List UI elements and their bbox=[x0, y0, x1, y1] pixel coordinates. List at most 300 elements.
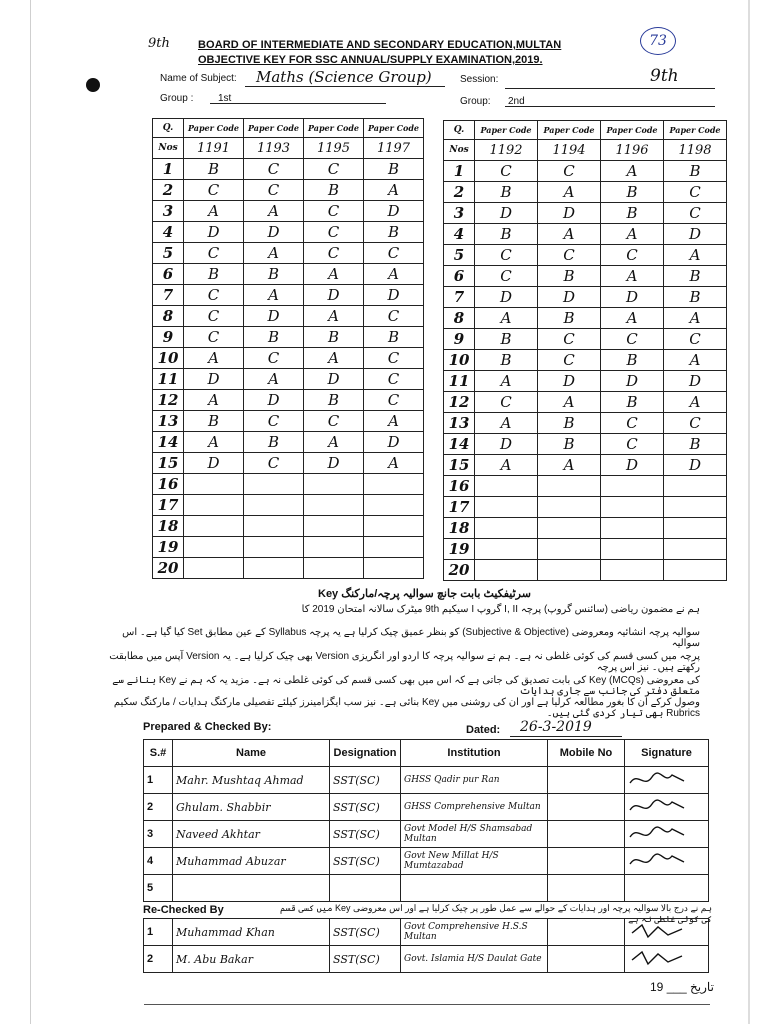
prepared-by-row bbox=[144, 767, 709, 794]
answer-cell: A bbox=[244, 201, 304, 222]
question-number: 12 bbox=[153, 390, 184, 411]
answer-cell: A bbox=[475, 308, 538, 329]
dated-label: Dated: bbox=[466, 724, 501, 736]
paper-code-value: 1194 bbox=[538, 140, 601, 161]
answer-cell bbox=[664, 497, 727, 518]
paper-code-header: Paper Code bbox=[244, 119, 304, 138]
answer-cell bbox=[538, 497, 601, 518]
answer-cell: A bbox=[664, 245, 727, 266]
dated-value: 26-3-2019 bbox=[520, 719, 592, 735]
grade-note: 9th bbox=[148, 36, 170, 51]
question-number: 11 bbox=[444, 371, 475, 392]
answer-cell: B bbox=[475, 224, 538, 245]
paper-code-header: Paper Code bbox=[364, 119, 424, 138]
answer-cell: C bbox=[475, 392, 538, 413]
question-number: 7 bbox=[444, 287, 475, 308]
answer-cell bbox=[601, 476, 664, 497]
answer-cell: A bbox=[538, 392, 601, 413]
answer-cell: C bbox=[664, 203, 727, 224]
answer-cell bbox=[304, 516, 364, 537]
answer-cell bbox=[364, 537, 424, 558]
question-number: 4 bbox=[444, 224, 475, 245]
rechecked-label: Re-Checked By bbox=[143, 904, 224, 916]
answer-cell: D bbox=[538, 371, 601, 392]
answer-cell: A bbox=[601, 161, 664, 182]
recheck-mobile bbox=[548, 946, 625, 973]
staff-name: Muhammad Abuzar bbox=[173, 848, 330, 875]
board-title: BOARD OF INTERMEDIATE AND SECONDARY EDUCATION,MULTAN bbox=[198, 39, 562, 51]
answer-cell: A bbox=[364, 453, 424, 474]
answer-cell: A bbox=[664, 308, 727, 329]
question-number: 20 bbox=[153, 558, 184, 579]
prepared-label: Prepared & Checked By: bbox=[143, 721, 272, 733]
staff-institution: Govt New Millat H/S Mumtazabad bbox=[401, 848, 548, 875]
prepared-by-row bbox=[144, 794, 709, 821]
answer-row bbox=[444, 266, 727, 287]
paper-code-value: 1197 bbox=[364, 138, 424, 159]
answer-cell bbox=[601, 560, 664, 581]
question-number: 9 bbox=[444, 329, 475, 350]
question-number: 1 bbox=[153, 159, 184, 180]
row-number: 1 bbox=[144, 919, 173, 946]
group-label: Group : bbox=[160, 93, 194, 104]
row-number: 2 bbox=[144, 946, 173, 973]
answer-cell bbox=[475, 560, 538, 581]
prepared-header-cell: Name bbox=[173, 740, 330, 767]
answer-row bbox=[153, 558, 424, 579]
question-number: 2 bbox=[444, 182, 475, 203]
answer-row bbox=[444, 161, 727, 182]
answer-row bbox=[153, 222, 424, 243]
answer-cell bbox=[475, 497, 538, 518]
answer-cell bbox=[538, 476, 601, 497]
question-number: 17 bbox=[444, 497, 475, 518]
certificate-line-4: کی معروضی Key (MCQs) کی بابت تصدیق کی جاتی ہے کہ اس میں بھی کسی قسم کی کوئی غلطی نہ ہے۔ مزید یہ کہ ہم نے Key بنانے سے متعلق دفتر کی جانب سے جاری ہدایات bbox=[112, 675, 700, 697]
answer-cell: C bbox=[244, 159, 304, 180]
answer-row bbox=[444, 539, 727, 560]
question-number: 3 bbox=[444, 203, 475, 224]
answer-cell: D bbox=[664, 455, 727, 476]
prepared-header-cell: Signature bbox=[625, 740, 709, 767]
answer-cell: B bbox=[184, 264, 244, 285]
answer-cell bbox=[601, 497, 664, 518]
key-header-row bbox=[444, 121, 727, 140]
question-number: 6 bbox=[444, 266, 475, 287]
answer-cell: C bbox=[538, 329, 601, 350]
answer-cell: D bbox=[538, 287, 601, 308]
answer-row bbox=[444, 287, 727, 308]
answer-cell: C bbox=[664, 182, 727, 203]
answer-cell: C bbox=[538, 350, 601, 371]
paper-code-header: Paper Code bbox=[664, 121, 727, 140]
answer-row bbox=[444, 560, 727, 581]
question-number: 8 bbox=[153, 306, 184, 327]
answer-cell bbox=[664, 560, 727, 581]
answer-cell: A bbox=[664, 350, 727, 371]
answer-cell: B bbox=[538, 308, 601, 329]
answer-cell: C bbox=[364, 243, 424, 264]
certificate-line-1: ہم نے مضمون ریاضی (سائنس گروپ) پرچہ I, II گروپ I سیکیم 9th میٹرک سالانہ امتحان 2019 کا bbox=[301, 604, 700, 615]
answer-cell: D bbox=[664, 371, 727, 392]
answer-cell: C bbox=[184, 180, 244, 201]
answer-row bbox=[153, 243, 424, 264]
staff-mobile bbox=[548, 767, 625, 794]
certificate-line-5: وصول کرکے ان کا بغور مطالعہ کرلیا ہے اور ان کی روشنی میں Key بنائی ہے۔ نیز سب ایگزامینرز کیلئے تفصیلی مارکنگ ہدایات / مارکنگ سکیم Rubrics بھی تیار کردی گئی ہیں۔ bbox=[113, 697, 700, 719]
staff-signature bbox=[625, 794, 709, 821]
staff-institution: Govt Model H/S Shamsabad Multan bbox=[401, 821, 548, 848]
answer-cell: B bbox=[244, 327, 304, 348]
answer-cell: A bbox=[184, 390, 244, 411]
question-number: 5 bbox=[153, 243, 184, 264]
question-number: 8 bbox=[444, 308, 475, 329]
question-number: 16 bbox=[153, 474, 184, 495]
staff-name: Mahr. Mushtaq Ahmad bbox=[173, 767, 330, 794]
answer-cell: D bbox=[475, 287, 538, 308]
answer-cell bbox=[184, 474, 244, 495]
answer-row bbox=[444, 371, 727, 392]
answer-row bbox=[444, 413, 727, 434]
answer-cell: A bbox=[601, 308, 664, 329]
subject-line bbox=[245, 86, 445, 87]
question-number: 14 bbox=[444, 434, 475, 455]
staff-designation bbox=[330, 875, 401, 902]
answer-cell: D bbox=[304, 285, 364, 306]
question-number: 15 bbox=[444, 455, 475, 476]
group-right-value: 2nd bbox=[508, 96, 525, 107]
key-header-row bbox=[153, 119, 424, 138]
answer-cell: B bbox=[601, 350, 664, 371]
answer-cell: A bbox=[304, 432, 364, 453]
answer-cell bbox=[184, 558, 244, 579]
punch-hole bbox=[86, 78, 100, 92]
staff-signature bbox=[625, 875, 709, 902]
answer-cell: A bbox=[304, 306, 364, 327]
question-number: 10 bbox=[153, 348, 184, 369]
question-number: 13 bbox=[153, 411, 184, 432]
question-number: 13 bbox=[444, 413, 475, 434]
staff-mobile bbox=[548, 794, 625, 821]
group-left-value: 1st bbox=[218, 93, 232, 104]
staff-mobile bbox=[548, 875, 625, 902]
paper-codes-row bbox=[153, 138, 424, 159]
answer-cell: A bbox=[364, 264, 424, 285]
certificate-line-3: پرچہ میں کسی قسم کی کوئی غلطی نہ ہے۔ ہم نے سوالیہ پرچہ کا اردو اور انگریزی Version بھی چیک کرلیا ہے۔ یہ Version آپس میں مطابقت رکھتے ہیں۔ نیز اس پرچہ bbox=[109, 651, 700, 673]
paper-code-header: Paper Code bbox=[475, 121, 538, 140]
row-number: 3 bbox=[144, 821, 173, 848]
answer-cell bbox=[475, 476, 538, 497]
prepared-header-cell: Mobile No bbox=[548, 740, 625, 767]
answer-cell: A bbox=[538, 455, 601, 476]
answer-cell bbox=[364, 516, 424, 537]
answer-cell bbox=[304, 558, 364, 579]
question-label: Q. bbox=[444, 121, 475, 140]
answer-cell: D bbox=[364, 285, 424, 306]
answer-cell: D bbox=[475, 434, 538, 455]
answer-row bbox=[153, 306, 424, 327]
answer-row bbox=[444, 350, 727, 371]
recheck-institution: Govt Comprehensive H.S.S Multan bbox=[401, 919, 548, 946]
answer-cell bbox=[364, 558, 424, 579]
group-line-left bbox=[210, 103, 386, 104]
answer-cell bbox=[244, 474, 304, 495]
answer-cell bbox=[475, 539, 538, 560]
answer-cell: C bbox=[601, 413, 664, 434]
answer-cell: B bbox=[184, 159, 244, 180]
answer-cell: A bbox=[184, 348, 244, 369]
paper-codes-row bbox=[444, 140, 727, 161]
answer-row bbox=[153, 264, 424, 285]
answer-cell: C bbox=[475, 266, 538, 287]
answer-row bbox=[444, 308, 727, 329]
question-number: 11 bbox=[153, 369, 184, 390]
answer-cell: B bbox=[244, 432, 304, 453]
answer-cell: D bbox=[364, 432, 424, 453]
paper-code-value: 1196 bbox=[601, 140, 664, 161]
paper-code-header: Paper Code bbox=[538, 121, 601, 140]
answer-cell: B bbox=[601, 203, 664, 224]
answer-key-table-left bbox=[152, 118, 424, 579]
answer-row bbox=[444, 392, 727, 413]
answer-cell: B bbox=[304, 180, 364, 201]
answer-cell: C bbox=[184, 285, 244, 306]
signature-scribble bbox=[628, 850, 686, 870]
staff-institution bbox=[401, 875, 548, 902]
answer-cell: B bbox=[364, 159, 424, 180]
answer-cell: C bbox=[364, 390, 424, 411]
answer-cell: A bbox=[538, 182, 601, 203]
staff-designation: SST(SC) bbox=[330, 767, 401, 794]
staff-institution: GHSS Qadir pur Ran bbox=[401, 767, 548, 794]
answer-cell: D bbox=[244, 306, 304, 327]
answer-cell bbox=[538, 518, 601, 539]
exam-title: OBJECTIVE KEY FOR SSC ANNUAL/SUPPLY EXAMINATION,2019. bbox=[198, 54, 543, 66]
answer-cell: C bbox=[364, 369, 424, 390]
prepared-by-table bbox=[143, 739, 709, 902]
certificate-line-2: سوالیہ پرچہ انشائیہ ومعروضی (Subjective & Objective) کو بنظر عمیق چیک کرلیا ہے یہ پرچہ Syllabus کے عین مطابق Set کیا گیا ہے۔ اس سوالیہ bbox=[122, 627, 700, 649]
prepared-by-header-row bbox=[144, 740, 709, 767]
answer-cell: B bbox=[475, 350, 538, 371]
rechecked-by-table bbox=[143, 918, 709, 973]
staff-name bbox=[173, 875, 330, 902]
question-number: 3 bbox=[153, 201, 184, 222]
answer-cell: A bbox=[364, 180, 424, 201]
answer-cell: A bbox=[304, 348, 364, 369]
subject-value: Maths (Science Group) bbox=[256, 68, 432, 86]
answer-cell: D bbox=[601, 371, 664, 392]
answer-cell: C bbox=[601, 434, 664, 455]
answer-cell: A bbox=[184, 201, 244, 222]
answer-cell: C bbox=[538, 161, 601, 182]
row-number: 2 bbox=[144, 794, 173, 821]
answer-row bbox=[153, 432, 424, 453]
nos-label: Nos bbox=[444, 140, 475, 161]
signature-scribble bbox=[628, 796, 686, 816]
answer-row bbox=[153, 369, 424, 390]
answer-cell: B bbox=[664, 287, 727, 308]
question-number: 19 bbox=[444, 539, 475, 560]
answer-cell: C bbox=[244, 453, 304, 474]
answer-cell: B bbox=[364, 222, 424, 243]
question-number: 16 bbox=[444, 476, 475, 497]
nos-label: Nos bbox=[153, 138, 184, 159]
answer-cell: B bbox=[664, 434, 727, 455]
answer-cell: A bbox=[244, 369, 304, 390]
answer-cell: C bbox=[364, 348, 424, 369]
question-number: 10 bbox=[444, 350, 475, 371]
answer-cell: B bbox=[244, 264, 304, 285]
answer-cell bbox=[664, 518, 727, 539]
answer-cell: B bbox=[475, 329, 538, 350]
answer-cell: D bbox=[364, 201, 424, 222]
answer-row bbox=[153, 201, 424, 222]
question-number: 14 bbox=[153, 432, 184, 453]
answer-row bbox=[153, 537, 424, 558]
answer-cell bbox=[244, 558, 304, 579]
answer-cell: A bbox=[184, 432, 244, 453]
paper-code-value: 1198 bbox=[664, 140, 727, 161]
answer-row bbox=[444, 476, 727, 497]
answer-cell bbox=[538, 539, 601, 560]
prepared-header-cell: Institution bbox=[401, 740, 548, 767]
signature-scribble bbox=[628, 769, 686, 789]
answer-row bbox=[444, 245, 727, 266]
answer-row bbox=[153, 285, 424, 306]
session-label: Session: bbox=[460, 74, 499, 85]
answer-cell bbox=[244, 516, 304, 537]
row-number: 4 bbox=[144, 848, 173, 875]
staff-signature bbox=[625, 767, 709, 794]
rechecked-note: ہم نے درج بالا سوالیہ پرچہ اور ہدایات کے حوالے سے عمل طور پر چیک کرلیا ہے اور اس معروضی Key میں کسی قسم کی کوئی غلطی نہ ہے bbox=[280, 903, 712, 924]
question-number: 2 bbox=[153, 180, 184, 201]
answer-cell: A bbox=[244, 285, 304, 306]
answer-row bbox=[153, 516, 424, 537]
dated-line bbox=[510, 736, 622, 737]
staff-name: Ghulam. Shabbir bbox=[173, 794, 330, 821]
answer-cell bbox=[664, 539, 727, 560]
answer-cell: B bbox=[664, 266, 727, 287]
answer-row bbox=[153, 411, 424, 432]
recheck-signature bbox=[625, 946, 709, 973]
question-number: 18 bbox=[444, 518, 475, 539]
answer-cell: C bbox=[244, 348, 304, 369]
answer-cell: C bbox=[184, 306, 244, 327]
answer-cell: B bbox=[475, 182, 538, 203]
answer-cell: D bbox=[184, 369, 244, 390]
paper-code-value: 1193 bbox=[244, 138, 304, 159]
answer-cell bbox=[601, 518, 664, 539]
paper-code-header: Paper Code bbox=[184, 119, 244, 138]
answer-row bbox=[444, 182, 727, 203]
answer-cell: D bbox=[664, 224, 727, 245]
answer-row bbox=[444, 329, 727, 350]
recheck-name: M. Abu Bakar bbox=[173, 946, 330, 973]
question-number: 1 bbox=[444, 161, 475, 182]
answer-cell: B bbox=[304, 327, 364, 348]
answer-cell bbox=[364, 495, 424, 516]
answer-cell: C bbox=[304, 222, 364, 243]
group-line-right bbox=[505, 106, 715, 107]
prepared-header-cell: S.# bbox=[144, 740, 173, 767]
question-number: 12 bbox=[444, 392, 475, 413]
answer-cell bbox=[244, 537, 304, 558]
answer-cell bbox=[304, 474, 364, 495]
answer-cell: C bbox=[664, 413, 727, 434]
answer-row bbox=[153, 348, 424, 369]
answer-cell: A bbox=[601, 224, 664, 245]
question-number: 20 bbox=[444, 560, 475, 581]
answer-cell bbox=[364, 474, 424, 495]
answer-cell: B bbox=[304, 390, 364, 411]
question-number: 18 bbox=[153, 516, 184, 537]
signature-scribble bbox=[628, 948, 686, 968]
answer-cell: C bbox=[304, 159, 364, 180]
question-number: 7 bbox=[153, 285, 184, 306]
answer-cell: A bbox=[475, 371, 538, 392]
answer-cell: A bbox=[364, 411, 424, 432]
answer-key-table-right bbox=[443, 120, 727, 581]
answer-row bbox=[444, 455, 727, 476]
answer-cell bbox=[601, 539, 664, 560]
answer-cell: B bbox=[601, 182, 664, 203]
circled-mark: 73 bbox=[640, 27, 676, 55]
answer-cell: B bbox=[664, 161, 727, 182]
answer-cell: C bbox=[664, 329, 727, 350]
staff-signature bbox=[625, 848, 709, 875]
answer-cell: A bbox=[664, 392, 727, 413]
answer-cell: A bbox=[304, 264, 364, 285]
answer-cell: C bbox=[304, 243, 364, 264]
recheck-name: Muhammad Khan bbox=[173, 919, 330, 946]
answer-cell bbox=[304, 495, 364, 516]
recheck-designation: SST(SC) bbox=[330, 919, 401, 946]
question-number: 19 bbox=[153, 537, 184, 558]
answer-cell bbox=[475, 518, 538, 539]
prepared-by-row bbox=[144, 821, 709, 848]
session-value: 9th bbox=[650, 66, 679, 86]
answer-cell bbox=[538, 560, 601, 581]
answer-cell bbox=[304, 537, 364, 558]
answer-cell: C bbox=[244, 411, 304, 432]
answer-cell: A bbox=[475, 413, 538, 434]
answer-cell: B bbox=[364, 327, 424, 348]
answer-cell: C bbox=[601, 245, 664, 266]
answer-cell: A bbox=[601, 266, 664, 287]
paper-code-header: Paper Code bbox=[304, 119, 364, 138]
answer-row bbox=[153, 495, 424, 516]
question-number: 15 bbox=[153, 453, 184, 474]
answer-cell: B bbox=[601, 392, 664, 413]
scan-edge-right bbox=[748, 0, 750, 1024]
question-number: 4 bbox=[153, 222, 184, 243]
question-label: Q. bbox=[153, 119, 184, 138]
answer-cell: C bbox=[244, 180, 304, 201]
question-number: 17 bbox=[153, 495, 184, 516]
answer-cell: C bbox=[364, 306, 424, 327]
staff-institution: GHSS Comprehensive Multan bbox=[401, 794, 548, 821]
answer-cell: B bbox=[538, 413, 601, 434]
answer-cell bbox=[184, 537, 244, 558]
answer-cell bbox=[244, 495, 304, 516]
answer-cell bbox=[664, 476, 727, 497]
staff-name: Naveed Akhtar bbox=[173, 821, 330, 848]
answer-cell: C bbox=[475, 161, 538, 182]
rechecked-by-row bbox=[144, 919, 709, 946]
answer-row bbox=[444, 434, 727, 455]
answer-cell: C bbox=[538, 245, 601, 266]
row-number: 1 bbox=[144, 767, 173, 794]
row-number: 5 bbox=[144, 875, 173, 902]
recheck-mobile bbox=[548, 919, 625, 946]
